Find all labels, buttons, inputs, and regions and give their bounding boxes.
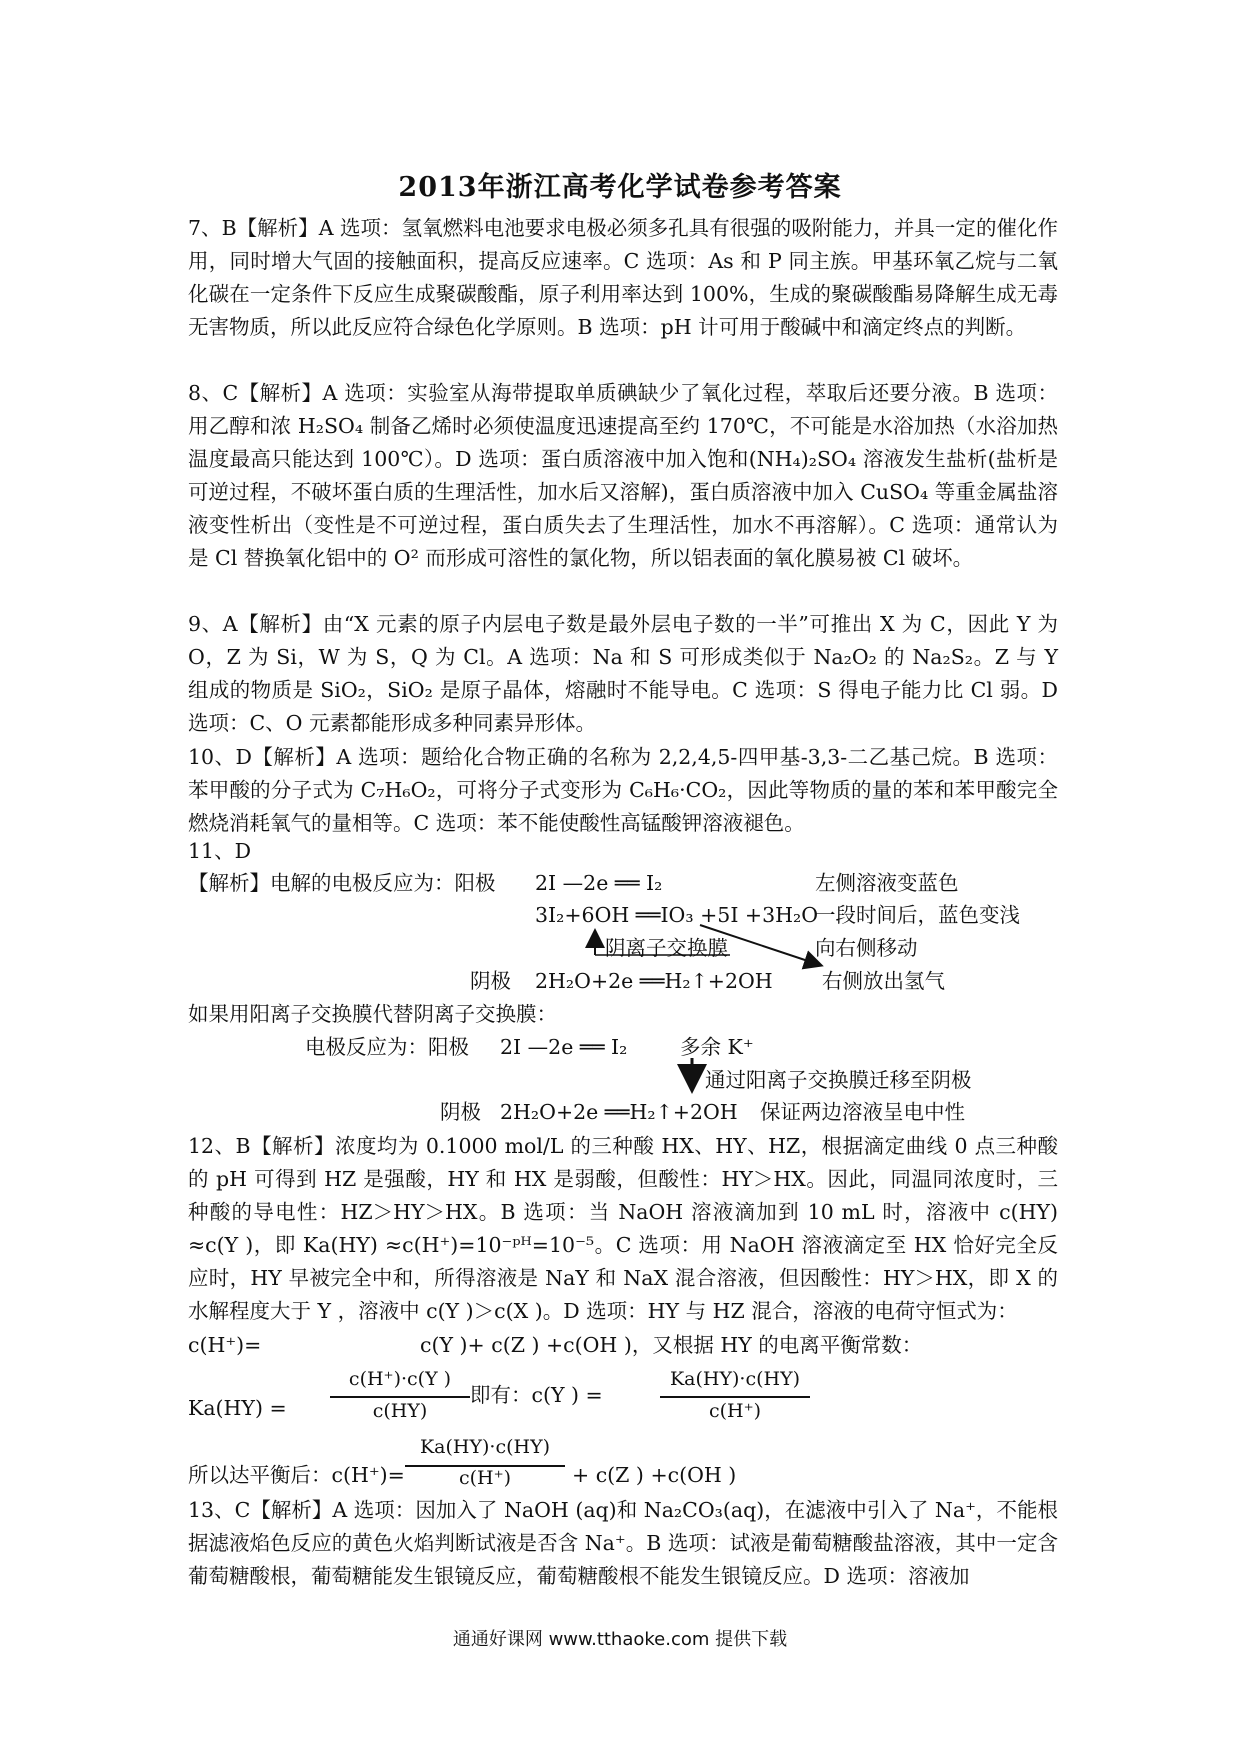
q11-eq3: 2H₂O+2e ══H₂↑+2OH (535, 969, 773, 993)
q12-ka-denominator: c(HY) (372, 1400, 428, 1422)
answer-q12: 12、B【解析】浓度均为 0.1000 mol/L 的三种酸 HX、HY、HZ，根据滴定曲线 0 点三种酸的 pH 可得到 HZ 是强酸，HY 和 HX 是弱酸，但酸性：HY＞HX。因此，同温同浓度时，三种酸的导电性：HZ＞HY＞HX。B 选项：当 NaOH 溶液滴加到 10 mL 时，溶液中 c(HY) ≈c(Y )，即 Ka(HY) ≈c(H⁺)=10⁻ᵖᴴ=10⁻⁵。C 选项：用 NaOH 溶液滴定至 HX 恰好完全反应时，HY 早被完全中和，所得溶液是 NaY 和 NaX 混合溶液，但因酸性：HY＞HX，即 X 的水解程度大于 Y ，溶液中 c(Y )＞c(X )。D 选项：HY 与 HZ 混合，溶液的电荷守恒式为： (188, 1134, 1058, 1323)
answer-q13: 13、C【解析】A 选项：因加入了 NaOH (aq)和 Na₂CO₃(aq)，在滤液中引入了 Na⁺，不能根据滤液焰色反应的黄色火焰判断试液是否含 Na⁺。B 选项：试液是葡萄糖酸盐溶液，其中一定含葡萄糖酸根，葡萄糖能发生银镜反应，葡萄糖酸根不能发生银镜反应。D 选项：溶液加 (188, 1498, 1058, 1588)
q11-note1: 左侧溶液变蓝色 (815, 871, 959, 895)
q11-note2: 一段时间后，蓝色变浅 (815, 903, 1020, 927)
q11-note3: 向右侧移动 (815, 936, 918, 960)
q12-charge-rhs: c(Y )+ c(Z ) +c(OH )，又根据 HY 的电离平衡常数： (420, 1333, 923, 1357)
q12-ka-numerator: c(H⁺)·c(Y ) (348, 1368, 452, 1390)
q11-alt-note2: 通过阳离子交换膜迁移至阴极 (705, 1068, 972, 1092)
q12-charge-lhs: c(H⁺)= (188, 1333, 262, 1357)
q12-final-rhs: + c(Z ) +c(OH ) (572, 1463, 737, 1487)
q11-alt-cathode-label: 阴极 (440, 1100, 481, 1124)
answer-q8: 8、C【解析】A 选项：实验室从海带提取单质碘缺少了氧化过程，萃取后还要分液。B 选项：用乙醇和浓 H₂SO₄ 制备乙烯时必须使温度迅速提高至约 170℃，不可能是水浴加热（水浴加热温度最高只能达到 100℃）。D 选项：蛋白质溶液中加入饱和(NH₄)₂SO₄ 溶液发生盐析(盐析是可逆过程，不破坏蛋白质的生理活性，加水后又溶解)，蛋白质溶液中加入 CuSO₄ 等重金属盐溶液变性析出（变性是不可逆过程，蛋白质失去了生理活性，加水不再溶解）。C 选项：通常认为是 Cl 替换氧化铝中的 O² 而形成可溶性的氯化物，所以铝表面的氧化膜易被 Cl 破坏。 (188, 381, 1058, 570)
answer-q11-head: 11、D (188, 839, 252, 863)
page-footer: 通通好课网 www.tthaoke.com 提供下载 (452, 1629, 788, 1650)
q11-cathode-label: 阴极 (470, 969, 511, 993)
q12-then: 即有：c(Y ) = (470, 1383, 603, 1407)
q11-eq2: 3I₂+6OH ══IO₃ +5I +3H₂O (535, 903, 819, 927)
q11-eq1: 2I —2e ══ I₂ (535, 871, 663, 895)
answer-q9: 9、A【解析】由“X 元素的原子内层电子数是最外层电子数的一半”可推出 X 为 C，因此 Y 为 O，Z 为 Si，W 为 S，Q 为 Cl。A 选项：Na 和 S 可形成类似于 Na₂O₂ 的 Na₂S₂。Z 与 Y 组成的物质是 SiO₂，SiO₂ 是原子晶体，熔融时不能导电。C 选项：S 得电子能力比 Cl 弱。D 选项：C、O 元素都能形成多种同素异形体。 (188, 612, 1058, 735)
q12-ka-lhs: Ka(HY) = (188, 1396, 287, 1420)
q11-alt-label: 电极反应为：阳极 (305, 1035, 469, 1059)
migration-arrow-icon (700, 925, 820, 965)
q11-alt-note1: 多余 K⁺ (680, 1035, 754, 1059)
q11-alt-eq1: 2I —2e ══ I₂ (500, 1035, 628, 1059)
q12-y-denominator: c(H⁺) (708, 1400, 762, 1422)
q11-alt-note3: 保证两边溶液呈电中性 (760, 1100, 965, 1124)
q12-final-denominator: c(H⁺) (458, 1467, 512, 1489)
document-title: 2013年浙江高考化学试卷参考答案 (398, 172, 842, 203)
q12-final-lhs: 所以达平衡后：c(H⁺)= (188, 1463, 405, 1487)
q12-ka-bar (330, 1396, 470, 1398)
answer-q10: 10、D【解析】A 选项：题给化合物正确的名称为 2,2,4,5-四甲基-3,3-二乙基己烷。B 选项：苯甲酸的分子式为 C₇H₆O₂，可将分子式变形为 C₆H₆·CO₂，因此等物质的量的苯和苯甲酸完全燃烧消耗氧气的量相等。C 选项：苯不能使酸性高锰酸钾溶液褪色。 (188, 745, 1058, 835)
q12-final-numerator: Ka(HY)·c(HY) (419, 1436, 551, 1458)
q11-intro: 【解析】电解的电极反应为：阳极 (188, 871, 496, 895)
q11-alt-eq2: 2H₂O+2e ══H₂↑+2OH (500, 1100, 738, 1124)
q12-y-bar (660, 1396, 810, 1398)
q11-note4: 右侧放出氢气 (822, 969, 945, 993)
q11-alt-intro: 如果用阳离子交换膜代替阴离子交换膜： (188, 1002, 557, 1026)
answer-q7: 7、B【解析】A 选项：氢氧燃料电池要求电极必须多孔具有很强的吸附能力，并具一定的催化作用，同时增大气固的接触面积，提高反应速率。C 选项：As 和 P 同主族。甲基环氧乙烷与二氧化碳在一定条件下反应生成聚碳酸酯，原子利用率达到 100%，生成的聚碳酸酯易降解生成无毒无害物质，所以此反应符合绿色化学原则。B 选项：pH 计可用于酸碱中和滴定终点的判断。 (188, 216, 1058, 339)
q11-membrane: 阴离子交换膜 (605, 936, 728, 960)
q12-y-numerator: Ka(HY)·c(HY) (669, 1368, 801, 1390)
